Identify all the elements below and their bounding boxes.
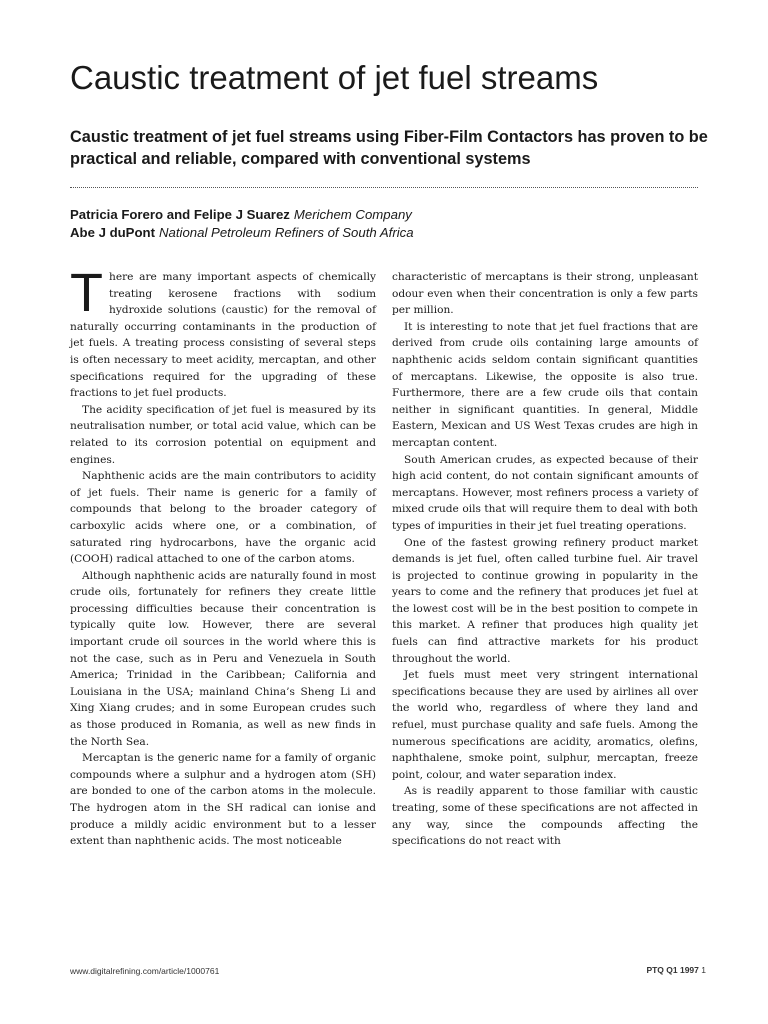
paragraph (70, 263, 376, 402)
paragraph: The acidity specification of jet fuel is measured by its neutralisation number, or total acid value, which can be related to its corrosion potential on equipment and engines. (70, 403, 376, 466)
column-left (70, 263, 376, 850)
article-body (70, 263, 698, 850)
paragraph: Naphthenic acids are the main contributors to acidity of jet fuels. Their name is generic for a family of compounds that belong to the broader category of carboxylic acids where one, or a combination, of saturated ring hydrocarbons, have the organic acid (COOH) radical attached to one of the carbon atoms. (70, 470, 376, 566)
paragraph: Although naphthenic acids are naturally found in most crude oils, fortunately for refiners they create little processing difficulties because their concentration is typically quite low. However, there are several important crude oil sources in the world where this is not the case, such as in Peru and Venezuela in South America; Trinidad in the Caribbean; California and Louisiana in the USA; mainland China’s Sheng Li and Xing Xiang crudes; and in some European crudes such as those produced in Romania, as well as new finds in the North Sea. (70, 569, 376, 748)
paragraph: Jet fuels must meet very stringent international specifications because they are used by airlines all over the world who, regardless of where they land and refuel, must purchase quality and safe fuels. Among the numerous specifications are acidity, aromatics, olefins, naphthalene, smoke point, sulphur, mercaptan, freeze point, colour, and water separation index. (392, 669, 698, 781)
article-title: Caustic treatment of jet fuel streams (70, 59, 599, 96)
paragraph: As is readily apparent to those familiar with caustic treating, some of these specifications are not affected in any way, since the compounds affecting the specifications do not react with (392, 785, 698, 848)
author-line (70, 224, 710, 242)
footer-url[interactable]: www.digitalrefining.com/article/1000761 (70, 966, 220, 976)
column-right (392, 269, 698, 850)
article-subtitle: Caustic treatment of jet fuel streams using Fiber-Film Contactors has proven to be practical and reliable, compared with conventional systems (70, 128, 708, 168)
drop-cap: T (70, 263, 103, 323)
page-number: 1 (701, 965, 706, 975)
issue-label: PTQ Q1 1997 (646, 965, 699, 975)
paragraph: It is interesting to note that jet fuel fractions that are derived from crude oils containing large amounts of naphthenic acids seldom contain significant quantities of mercaptans. Likewise, the opposite is also true. Furthermore, there are a few crude oils that contain neither in significant quantities. In general, Middle Eastern, Mexican and US West Texas crudes are high in mercaptan content. (392, 320, 698, 449)
paragraph-text: here are many important aspects of chemically treating kerosene fractions with sodium hydroxide solutions (caustic) for the removal of naturally occurring contaminants in the production of jet fuels. A treating process consisting of several steps is often necessary to meet acidity, mercaptan, and other specifications required for the upgrading of these fractions to jet fuel products. (70, 271, 376, 400)
author-organization: National Petroleum Refiners of South Africa (159, 225, 414, 240)
dotted-divider (70, 187, 698, 188)
footer-issue-info (646, 965, 706, 975)
paragraph: South American crudes, as expected because of their high acid content, do not contain significant amounts of mercaptans. However, most refiners process a variety of mixed crude oils that will require them to deal with both types of impurities in their jet fuel treating operations. (392, 453, 698, 532)
author-names: Patricia Forero and Felipe J Suarez (70, 207, 290, 222)
paragraph: One of the fastest growing refinery product market demands is jet fuel, often called turbine fuel. Air travel is projected to continue growing in popularity in the years to come and the refinery that produces jet fuel at the lowest cost will be in the best position to compete in this market. A refiner that produces high quality jet fuels can find attractive markets for his product throughout the world. (392, 536, 698, 665)
author-names: Abe J duPont (70, 225, 155, 240)
paragraph: characteristic of mercaptans is their strong, unpleasant odour even when their concentration is only a few parts per million. (392, 271, 698, 317)
author-line (70, 206, 710, 224)
author-organization: Merichem Company (293, 207, 412, 222)
paragraph: Mercaptan is the generic name for a family of organic compounds where a sulphur and a hydrogen atom (SH) are bonded to one of the carbon atoms in the molecule. The hydrogen atom in the SH radical can ionise and produce a mildly acidic environment but to a lesser extent than naphthenic acids. The most noticeable (70, 752, 376, 848)
